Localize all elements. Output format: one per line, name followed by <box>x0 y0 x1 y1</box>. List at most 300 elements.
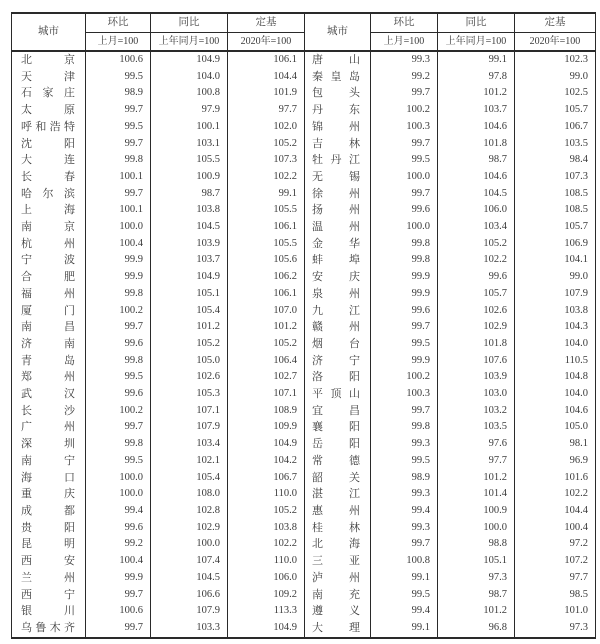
fixed-base-value: 104.9 <box>228 436 305 453</box>
fixed-base-value: 105.0 <box>515 419 596 436</box>
city-name: 南 宁 <box>12 453 86 470</box>
mom-value: 99.8 <box>371 236 438 253</box>
fixed-base-value: 105.2 <box>228 503 305 520</box>
city-name: 惠 州 <box>305 503 371 520</box>
header-mom-base-right: 上月=100 <box>371 33 438 52</box>
fixed-base-value: 104.0 <box>515 386 596 403</box>
fixed-base-value: 104.6 <box>515 403 596 420</box>
fixed-base-value: 102.7 <box>228 369 305 386</box>
fixed-base-value: 103.8 <box>228 520 305 537</box>
mom-value: 99.5 <box>86 119 151 136</box>
mom-value: 100.0 <box>86 219 151 236</box>
fixed-base-value: 106.0 <box>228 570 305 587</box>
yoy-value: 104.6 <box>438 169 515 186</box>
mom-value: 99.5 <box>371 453 438 470</box>
city-name: 包 头 <box>305 85 371 102</box>
mom-value: 99.6 <box>86 520 151 537</box>
table-row <box>12 252 596 269</box>
mom-value: 99.9 <box>86 570 151 587</box>
yoy-value: 105.2 <box>438 236 515 253</box>
yoy-value: 101.2 <box>151 319 228 336</box>
header-fixed-base-base-left: 2020年=100 <box>228 33 305 52</box>
city-name: 大 理 <box>305 620 371 638</box>
fixed-base-value: 97.3 <box>515 620 596 638</box>
table-row <box>12 386 596 403</box>
table-row <box>12 470 596 487</box>
header-yoy-base-right: 上年同月=100 <box>438 33 515 52</box>
city-name: 遵 义 <box>305 603 371 620</box>
mom-value: 100.2 <box>86 303 151 320</box>
city-name: 襄 阳 <box>305 419 371 436</box>
mom-value: 99.7 <box>86 319 151 336</box>
fixed-base-value: 98.1 <box>515 436 596 453</box>
yoy-value: 105.0 <box>151 353 228 370</box>
yoy-value: 108.0 <box>151 486 228 503</box>
fixed-base-value: 101.6 <box>515 470 596 487</box>
city-name: 桂 林 <box>305 520 371 537</box>
mom-value: 99.3 <box>371 436 438 453</box>
fixed-base-value: 106.4 <box>228 353 305 370</box>
mom-value: 99.1 <box>371 620 438 638</box>
yoy-value: 98.8 <box>438 536 515 553</box>
table-row <box>12 202 596 219</box>
yoy-value: 101.8 <box>438 136 515 153</box>
mom-value: 99.3 <box>371 51 438 69</box>
yoy-value: 104.0 <box>151 69 228 86</box>
fixed-base-value: 105.7 <box>515 102 596 119</box>
yoy-value: 103.9 <box>151 236 228 253</box>
city-name: 重 庆 <box>12 486 86 503</box>
yoy-value: 105.1 <box>151 286 228 303</box>
mom-value: 99.8 <box>86 353 151 370</box>
city-name: 厦 门 <box>12 303 86 320</box>
city-name: 宁 波 <box>12 252 86 269</box>
mom-value: 100.1 <box>86 202 151 219</box>
table-row <box>12 486 596 503</box>
fixed-base-value: 104.4 <box>515 503 596 520</box>
city-name: 丹 东 <box>305 102 371 119</box>
city-name: 岳 阳 <box>305 436 371 453</box>
fixed-base-value: 102.3 <box>515 51 596 69</box>
mom-value: 99.5 <box>371 152 438 169</box>
yoy-value: 99.6 <box>438 269 515 286</box>
yoy-value: 104.9 <box>151 269 228 286</box>
mom-value: 100.8 <box>371 553 438 570</box>
city-name: 安 庆 <box>305 269 371 286</box>
fixed-base-value: 107.0 <box>228 303 305 320</box>
yoy-value: 102.8 <box>151 503 228 520</box>
mom-value: 99.7 <box>371 319 438 336</box>
fixed-base-value: 101.0 <box>515 603 596 620</box>
fixed-base-value: 107.2 <box>515 553 596 570</box>
fixed-base-value: 105.7 <box>515 219 596 236</box>
mom-value: 99.4 <box>86 503 151 520</box>
table-row <box>12 520 596 537</box>
city-name: 温 州 <box>305 219 371 236</box>
table-row <box>12 353 596 370</box>
city-name: 沈 阳 <box>12 136 86 153</box>
table-row <box>12 169 596 186</box>
fixed-base-value: 106.1 <box>228 219 305 236</box>
fixed-base-value: 106.1 <box>228 51 305 69</box>
fixed-base-value: 105.5 <box>228 236 305 253</box>
fixed-base-value: 107.3 <box>515 169 596 186</box>
mom-value: 99.4 <box>371 603 438 620</box>
fixed-base-value: 104.2 <box>228 453 305 470</box>
city-name: 哈 尔 滨 <box>12 186 86 203</box>
city-name: 南 充 <box>305 587 371 604</box>
fixed-base-value: 105.2 <box>228 336 305 353</box>
city-name: 太 原 <box>12 102 86 119</box>
fixed-base-value: 98.5 <box>515 587 596 604</box>
city-name: 常 德 <box>305 453 371 470</box>
city-name: 徐 州 <box>305 186 371 203</box>
yoy-value: 98.7 <box>438 152 515 169</box>
city-name: 泉 州 <box>305 286 371 303</box>
mom-value: 100.2 <box>371 102 438 119</box>
city-name: 银 川 <box>12 603 86 620</box>
table-row <box>12 336 596 353</box>
table-row <box>12 503 596 520</box>
table-body <box>12 51 596 638</box>
mom-value: 99.7 <box>371 186 438 203</box>
city-name: 烟 台 <box>305 336 371 353</box>
city-name: 宜 昌 <box>305 403 371 420</box>
city-name: 石 家 庄 <box>12 85 86 102</box>
yoy-value: 106.6 <box>151 587 228 604</box>
mom-value: 99.9 <box>86 252 151 269</box>
table-row <box>12 102 596 119</box>
mom-value: 99.2 <box>86 536 151 553</box>
yoy-value: 102.6 <box>151 369 228 386</box>
fixed-base-value: 101.2 <box>228 319 305 336</box>
fixed-base-value: 107.9 <box>515 286 596 303</box>
table-row <box>12 303 596 320</box>
header-group-row <box>12 13 596 33</box>
yoy-value: 101.2 <box>438 470 515 487</box>
yoy-value: 100.0 <box>438 520 515 537</box>
yoy-value: 98.7 <box>438 587 515 604</box>
mom-value: 98.9 <box>371 470 438 487</box>
city-name: 西 宁 <box>12 587 86 604</box>
mom-value: 99.8 <box>86 436 151 453</box>
table-row <box>12 620 596 638</box>
mom-value: 100.0 <box>86 486 151 503</box>
city-name: 无 锡 <box>305 169 371 186</box>
table-row <box>12 419 596 436</box>
yoy-value: 104.5 <box>438 186 515 203</box>
fixed-base-value: 110.5 <box>515 353 596 370</box>
table-row <box>12 536 596 553</box>
table-row <box>12 152 596 169</box>
yoy-value: 105.4 <box>151 470 228 487</box>
yoy-value: 106.0 <box>438 202 515 219</box>
mom-value: 99.5 <box>86 369 151 386</box>
header-fixed-base-right: 定基 <box>515 13 596 33</box>
city-name: 洛 阳 <box>305 369 371 386</box>
city-name: 贵 阳 <box>12 520 86 537</box>
city-name: 北 海 <box>305 536 371 553</box>
city-name: 泸 州 <box>305 570 371 587</box>
yoy-value: 97.9 <box>151 102 228 119</box>
mom-value: 100.1 <box>86 169 151 186</box>
city-name: 平 顶 山 <box>305 386 371 403</box>
city-name: 武 汉 <box>12 386 86 403</box>
table-row <box>12 369 596 386</box>
fixed-base-value: 97.7 <box>515 570 596 587</box>
yoy-value: 100.0 <box>151 536 228 553</box>
mom-value: 99.9 <box>371 269 438 286</box>
mom-value: 100.0 <box>86 470 151 487</box>
yoy-value: 102.1 <box>151 453 228 470</box>
mom-value: 99.5 <box>371 336 438 353</box>
fixed-base-value: 99.1 <box>228 186 305 203</box>
yoy-value: 102.9 <box>438 319 515 336</box>
table-row <box>12 603 596 620</box>
mom-value: 99.3 <box>371 520 438 537</box>
fixed-base-value: 101.9 <box>228 85 305 102</box>
yoy-value: 100.8 <box>151 85 228 102</box>
table-row <box>12 186 596 203</box>
mom-value: 99.7 <box>86 620 151 638</box>
fixed-base-value: 102.0 <box>228 119 305 136</box>
city-name: 唐 山 <box>305 51 371 69</box>
header-fixed-base-base-right: 2020年=100 <box>515 33 596 52</box>
city-name: 韶 关 <box>305 470 371 487</box>
header-yoy-left: 同比 <box>151 13 228 33</box>
fixed-base-value: 104.3 <box>515 319 596 336</box>
fixed-base-value: 104.9 <box>228 620 305 638</box>
fixed-base-value: 104.4 <box>228 69 305 86</box>
fixed-base-value: 102.2 <box>228 536 305 553</box>
city-name: 吉 林 <box>305 136 371 153</box>
yoy-value: 102.2 <box>438 252 515 269</box>
yoy-value: 103.4 <box>151 436 228 453</box>
yoy-value: 104.5 <box>151 219 228 236</box>
yoy-value: 105.5 <box>151 152 228 169</box>
price-index-table-wrap <box>11 12 596 639</box>
table-header <box>12 13 596 51</box>
city-name: 三 亚 <box>305 553 371 570</box>
table-row <box>12 453 596 470</box>
yoy-value: 103.0 <box>438 386 515 403</box>
city-name: 九 江 <box>305 303 371 320</box>
fixed-base-value: 106.1 <box>228 286 305 303</box>
fixed-base-value: 113.3 <box>228 603 305 620</box>
fixed-base-value: 99.0 <box>515 269 596 286</box>
city-name: 乌 鲁 木 齐 <box>12 620 86 638</box>
fixed-base-value: 109.9 <box>228 419 305 436</box>
header-mom-right: 环比 <box>371 13 438 33</box>
yoy-value: 107.4 <box>151 553 228 570</box>
mom-value: 100.6 <box>86 51 151 69</box>
mom-value: 100.2 <box>371 369 438 386</box>
table-row <box>12 219 596 236</box>
table-row <box>12 403 596 420</box>
fixed-base-value: 105.5 <box>228 202 305 219</box>
yoy-value: 103.1 <box>151 136 228 153</box>
yoy-value: 105.1 <box>438 553 515 570</box>
yoy-value: 99.1 <box>438 51 515 69</box>
table-row <box>12 236 596 253</box>
yoy-value: 104.5 <box>151 570 228 587</box>
city-name: 牡 丹 江 <box>305 152 371 169</box>
fixed-base-value: 104.8 <box>515 369 596 386</box>
city-name: 锦 州 <box>305 119 371 136</box>
mom-value: 99.2 <box>371 69 438 86</box>
mom-value: 99.7 <box>86 186 151 203</box>
mom-value: 100.4 <box>86 236 151 253</box>
city-name: 蚌 埠 <box>305 252 371 269</box>
fixed-base-value: 99.0 <box>515 69 596 86</box>
header-fixed-base-left: 定基 <box>228 13 305 33</box>
header-sub-row <box>12 33 596 52</box>
yoy-value: 101.4 <box>438 486 515 503</box>
city-name: 济 宁 <box>305 353 371 370</box>
header-yoy-base-left: 上年同月=100 <box>151 33 228 52</box>
city-name: 赣 州 <box>305 319 371 336</box>
yoy-value: 97.7 <box>438 453 515 470</box>
fixed-base-value: 102.5 <box>515 85 596 102</box>
table-row <box>12 269 596 286</box>
header-mom-left: 环比 <box>86 13 151 33</box>
fixed-base-value: 107.1 <box>228 386 305 403</box>
city-name: 济 南 <box>12 336 86 353</box>
city-name: 长 春 <box>12 169 86 186</box>
mom-value: 99.7 <box>371 85 438 102</box>
table-row <box>12 587 596 604</box>
yoy-value: 103.9 <box>438 369 515 386</box>
yoy-value: 103.3 <box>151 620 228 638</box>
header-city-right: 城市 <box>305 13 371 51</box>
fixed-base-value: 106.2 <box>228 269 305 286</box>
table-row <box>12 319 596 336</box>
yoy-value: 102.6 <box>438 303 515 320</box>
mom-value: 98.9 <box>86 85 151 102</box>
table-row <box>12 119 596 136</box>
mom-value: 99.7 <box>86 587 151 604</box>
fixed-base-value: 102.2 <box>515 486 596 503</box>
city-name: 昆 明 <box>12 536 86 553</box>
fixed-base-value: 108.5 <box>515 186 596 203</box>
city-name: 杭 州 <box>12 236 86 253</box>
city-name: 广 州 <box>12 419 86 436</box>
yoy-value: 103.7 <box>151 252 228 269</box>
mom-value: 99.5 <box>371 587 438 604</box>
fixed-base-value: 108.5 <box>515 202 596 219</box>
mom-value: 99.6 <box>371 303 438 320</box>
mom-value: 99.8 <box>371 419 438 436</box>
fixed-base-value: 102.2 <box>228 169 305 186</box>
city-name: 福 州 <box>12 286 86 303</box>
mom-value: 99.1 <box>371 570 438 587</box>
mom-value: 99.7 <box>371 536 438 553</box>
table-row <box>12 570 596 587</box>
yoy-value: 100.9 <box>438 503 515 520</box>
fixed-base-value: 106.7 <box>228 470 305 487</box>
fixed-base-value: 98.4 <box>515 152 596 169</box>
yoy-value: 103.2 <box>438 403 515 420</box>
mom-value: 100.3 <box>371 386 438 403</box>
mom-value: 99.9 <box>86 269 151 286</box>
fixed-base-value: 105.2 <box>228 136 305 153</box>
mom-value: 100.0 <box>371 169 438 186</box>
city-name: 北 京 <box>12 51 86 69</box>
yoy-value: 97.8 <box>438 69 515 86</box>
city-name: 深 圳 <box>12 436 86 453</box>
city-name: 郑 州 <box>12 369 86 386</box>
city-name: 南 昌 <box>12 319 86 336</box>
city-name: 秦 皇 岛 <box>305 69 371 86</box>
yoy-value: 97.3 <box>438 570 515 587</box>
city-name: 西 安 <box>12 553 86 570</box>
price-index-table <box>11 12 596 639</box>
city-name: 长 沙 <box>12 403 86 420</box>
city-name: 青 岛 <box>12 353 86 370</box>
mom-value: 99.5 <box>86 453 151 470</box>
city-name: 金 华 <box>305 236 371 253</box>
fixed-base-value: 104.0 <box>515 336 596 353</box>
yoy-value: 103.7 <box>438 102 515 119</box>
fixed-base-value: 107.3 <box>228 152 305 169</box>
table-row <box>12 136 596 153</box>
mom-value: 99.6 <box>86 336 151 353</box>
fixed-base-value: 100.4 <box>515 520 596 537</box>
yoy-value: 103.5 <box>438 419 515 436</box>
yoy-value: 101.2 <box>438 603 515 620</box>
yoy-value: 101.8 <box>438 336 515 353</box>
yoy-value: 98.7 <box>151 186 228 203</box>
city-name: 湛 江 <box>305 486 371 503</box>
city-name: 海 口 <box>12 470 86 487</box>
fixed-base-value: 97.2 <box>515 536 596 553</box>
fixed-base-value: 109.2 <box>228 587 305 604</box>
mom-value: 100.2 <box>86 403 151 420</box>
city-name: 上 海 <box>12 202 86 219</box>
city-name: 扬 州 <box>305 202 371 219</box>
yoy-value: 100.1 <box>151 119 228 136</box>
yoy-value: 102.9 <box>151 520 228 537</box>
fixed-base-value: 108.9 <box>228 403 305 420</box>
fixed-base-value: 106.7 <box>515 119 596 136</box>
fixed-base-value: 110.0 <box>228 553 305 570</box>
fixed-base-value: 103.8 <box>515 303 596 320</box>
fixed-base-value: 103.5 <box>515 136 596 153</box>
city-name: 南 京 <box>12 219 86 236</box>
table-row <box>12 436 596 453</box>
fixed-base-value: 96.9 <box>515 453 596 470</box>
city-name: 大 连 <box>12 152 86 169</box>
fixed-base-value: 97.7 <box>228 102 305 119</box>
mom-value: 99.7 <box>371 136 438 153</box>
yoy-value: 107.9 <box>151 603 228 620</box>
yoy-value: 105.7 <box>438 286 515 303</box>
mom-value: 99.9 <box>371 286 438 303</box>
mom-value: 99.8 <box>86 152 151 169</box>
mom-value: 99.3 <box>371 486 438 503</box>
yoy-value: 105.4 <box>151 303 228 320</box>
table-row <box>12 286 596 303</box>
mom-value: 99.7 <box>86 136 151 153</box>
fixed-base-value: 104.1 <box>515 252 596 269</box>
mom-value: 100.0 <box>371 219 438 236</box>
mom-value: 99.7 <box>371 403 438 420</box>
yoy-value: 97.6 <box>438 436 515 453</box>
city-name: 呼 和 浩 特 <box>12 119 86 136</box>
table-row <box>12 85 596 102</box>
mom-value: 99.6 <box>371 202 438 219</box>
city-name: 天 津 <box>12 69 86 86</box>
